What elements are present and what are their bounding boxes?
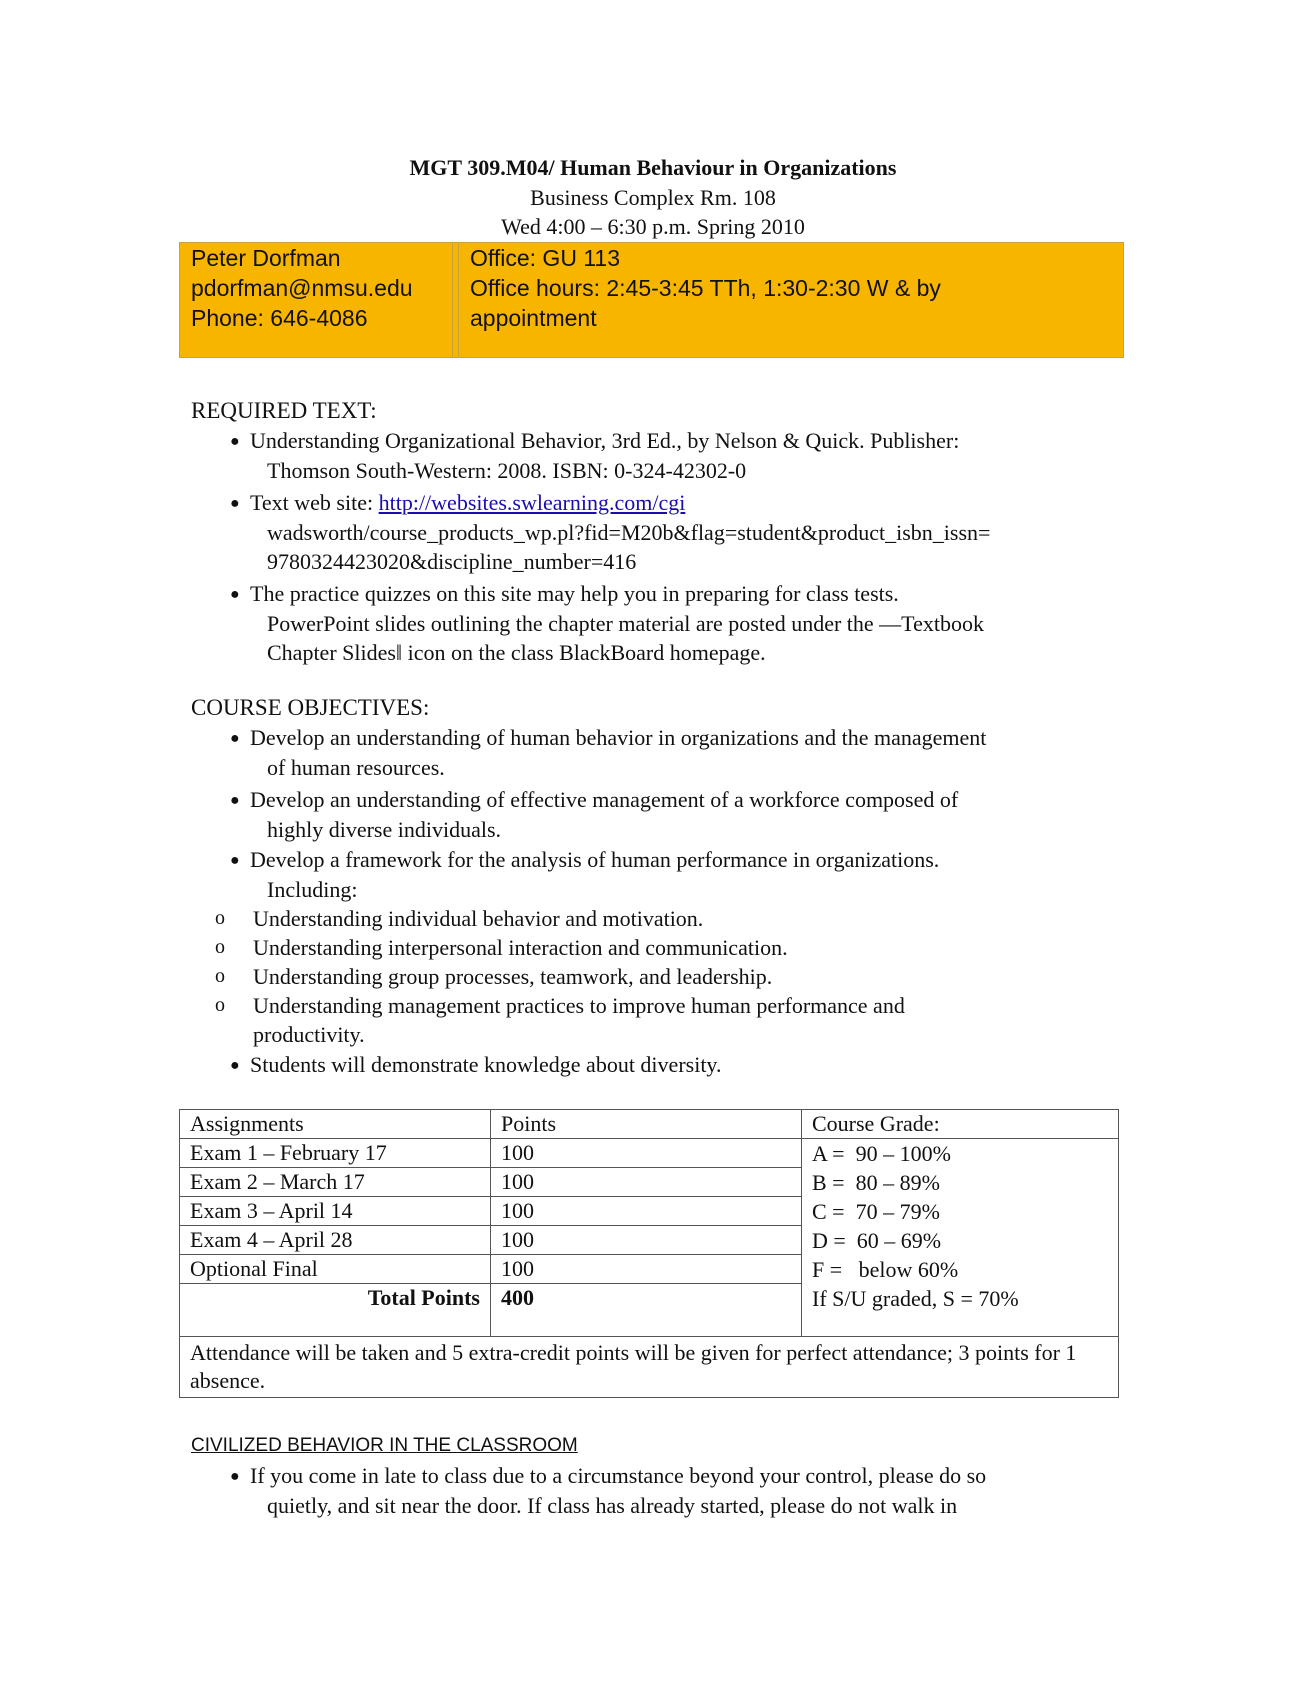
bullet-icon: ●: [230, 730, 240, 747]
attendance-row: [180, 1337, 1119, 1398]
circle-bullet-icon: o: [215, 994, 225, 1016]
header-points: Points: [491, 1110, 802, 1139]
header-course-grade: Course Grade:: [802, 1110, 1119, 1139]
instructor-contact: [180, 243, 453, 357]
table-row: Exam 4 – April 28 100: [180, 1226, 1119, 1255]
table-header-row: [180, 1110, 1119, 1139]
instructor-phone: Phone: 646-4086: [191, 305, 368, 331]
office-hours: Office hours: 2:45-3:45 TTh, 1:30-2:30 W & by: [470, 275, 941, 301]
office-info: [470, 243, 1110, 357]
total-points-label: Total Points: [180, 1284, 491, 1337]
list-item: ● If you come in late to class due to a circumstance beyond your control, please do so quietly, and sit near the door. If class has already started, please do not walk in: [230, 1463, 987, 1518]
circle-bullet-icon: o: [215, 936, 225, 958]
bullet-icon: ●: [230, 495, 240, 512]
sub-list-item: o Understanding management practices to improve human performance and productivity.: [215, 993, 905, 1047]
bullet-icon: ●: [230, 1468, 240, 1485]
course-schedule: Wed 4:00 – 6:30 p.m. Spring 2010: [501, 214, 805, 239]
table-row: Exam 1 – February 17 100 A = 90 – 100% B = 80 – 89% C = 70 – 79% D = 60 – 69% F = below 60% If S/U graded, S = 70%: [180, 1139, 1119, 1168]
list-item: ● Students will demonstrate knowledge about diversity.: [230, 1050, 1130, 1080]
bullet-icon: ●: [230, 852, 240, 869]
attendance-note: Attendance will be taken and 5 extra-credit points will be given for perfect attendance; 3 points for 1 absence.: [180, 1337, 1119, 1398]
civilized-behavior-list: [230, 1461, 1130, 1520]
bullet-icon: ●: [230, 1057, 240, 1074]
instructor-info-box: [179, 242, 1124, 358]
course-title: MGT 309.M04/ Human Behaviour in Organizations: [409, 155, 897, 180]
bullet-icon: ●: [230, 586, 240, 603]
sub-list-item: o Understanding interpersonal interaction and communication.: [215, 935, 788, 960]
table-row: Exam 3 – April 14 100: [180, 1197, 1119, 1226]
header-assignments: Assignments: [180, 1110, 491, 1139]
grades-table: [179, 1109, 1119, 1398]
table-row: Exam 2 – March 17 100: [180, 1168, 1119, 1197]
info-box-divider: [458, 243, 459, 357]
sub-list-item: o Understanding individual behavior and motivation.: [215, 906, 704, 931]
objectives-list: [215, 723, 1130, 1080]
course-location: Business Complex Rm. 108: [530, 185, 776, 210]
list-item: ● Develop a framework for the analysis of human performance in organizations. Including:: [230, 847, 940, 902]
text-website-link[interactable]: http://websites.swlearning.com/cgi: [378, 490, 686, 515]
bullet-icon: ●: [230, 792, 240, 809]
table-row: Optional Final 100: [180, 1255, 1119, 1284]
circle-bullet-icon: o: [215, 907, 225, 929]
required-text-heading: REQUIRED TEXT:: [191, 398, 377, 423]
circle-bullet-icon: o: [215, 965, 225, 987]
sub-list-item: o Understanding group processes, teamwork, and leadership.: [215, 964, 773, 989]
office-hours-cont: appointment: [470, 305, 597, 331]
list-item: ● Develop an understanding of human behavior in organizations and the management of human resources.: [230, 725, 987, 780]
instructor-email: pdorfman@nmsu.edu: [191, 275, 413, 301]
total-points-value: 400: [491, 1284, 802, 1337]
civilized-behavior-heading: CIVILIZED BEHAVIOR IN THE CLASSROOM: [191, 1435, 578, 1456]
required-text-list: [230, 426, 1130, 667]
list-item: ● Understanding Organizational Behavior, 3rd Ed., by Nelson & Quick. Publisher: Thomson South-Western: 2008. ISBN: 0-324-42302-0: [230, 428, 960, 483]
list-item: ● Text web site: http://websites.swlearning.com/cgi wadsworth/course_products_wp.pl?fid=M20b&flag=student&product_isbn_issn= 9780324423020&discipline_number=416: [230, 490, 991, 574]
bullet-icon: ●: [230, 433, 240, 450]
instructor-name: Peter Dorfman: [191, 245, 341, 271]
list-item: ● The practice quizzes on this site may help you in preparing for class tests. PowerPoint slides outlining the chapter material are posted under the ―Textbook Chapter Slides‖ icon on the class BlackBoard homepage.: [230, 581, 984, 665]
grade-scale-cell: A = 90 – 100% B = 80 – 89% C = 70 – 79% D = 60 – 69% F = below 60% If S/U graded, S = 70%: [802, 1139, 1119, 1337]
office-location: Office: GU 113: [470, 245, 620, 271]
list-item: ● Develop an understanding of effective management of a workforce composed of highly diverse individuals.: [230, 787, 959, 842]
objectives-heading: COURSE OBJECTIVES:: [191, 695, 430, 720]
